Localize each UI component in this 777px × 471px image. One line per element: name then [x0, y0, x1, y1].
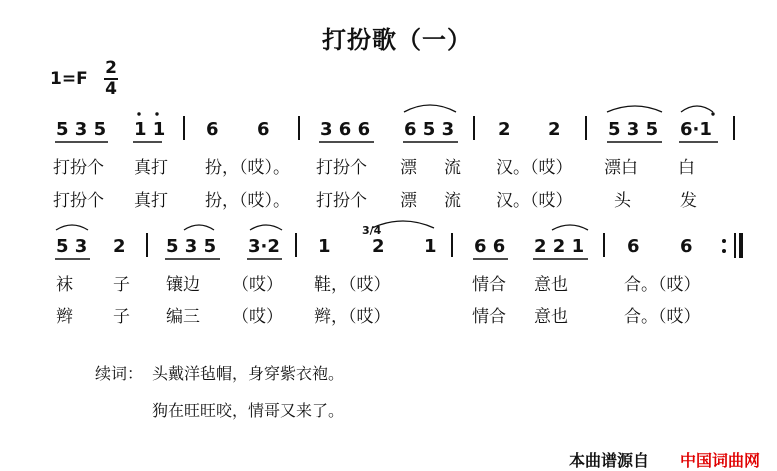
note-group: 6 6: [474, 236, 506, 257]
lyric: 白: [678, 158, 695, 178]
lyric: 漂: [400, 158, 417, 178]
lyric: 编三: [166, 307, 200, 327]
lyric: 扮，（哎）。: [205, 158, 290, 178]
high-octave-dot: [711, 112, 714, 115]
lyric: 情合: [472, 275, 506, 295]
tie: [372, 221, 434, 228]
high-octave-dot: [137, 112, 140, 115]
continuation-line: 头戴洋毡帽，身穿紫衣袍。: [152, 364, 345, 383]
lyric: 袜: [56, 275, 73, 295]
note-group: 5 3 5: [608, 119, 659, 140]
grace-note: 3/4: [362, 224, 382, 237]
lyric: 真打: [134, 158, 168, 178]
lyric: （哎）: [232, 307, 283, 327]
slur: [56, 225, 88, 230]
slur: [250, 225, 282, 230]
slur: [184, 225, 214, 230]
slur: [607, 106, 662, 112]
site-name-link[interactable]: 中国词曲网: [680, 451, 761, 470]
continuation-label: 续词：: [95, 364, 144, 383]
lyric: 鞋，（哎）: [314, 275, 391, 295]
lyric: 流: [444, 158, 461, 178]
note-group: 2 2 1: [534, 236, 585, 257]
lyric: 打扮个: [53, 191, 104, 211]
lyric: 扮，（哎）。: [205, 191, 290, 211]
slur: [404, 105, 456, 112]
lyric: 辫，（哎）: [314, 307, 391, 327]
lyric: 合。（哎）: [624, 275, 701, 295]
lyric: 漂白: [604, 158, 638, 178]
note-group: 5 3: [56, 236, 88, 257]
repeat-dot: [722, 249, 726, 253]
lyric: 意也: [534, 307, 568, 327]
note-group: 2: [548, 119, 561, 140]
lyric: 汉。（哎）: [496, 158, 573, 178]
note-group: 6: [680, 236, 693, 257]
lyric: 镶边: [166, 275, 200, 295]
lyric: 打扮个: [316, 191, 367, 211]
lyric: 流: [444, 191, 461, 211]
lyric: 真打: [134, 191, 168, 211]
lyric: 子: [113, 307, 130, 327]
note-group: 3·2: [248, 236, 280, 257]
continuation-line: 狗在旺旺咬，情哥又来了。: [152, 401, 345, 420]
lyric: 发: [680, 191, 697, 211]
lyric: 意也: [534, 275, 568, 295]
note-group: 5 3 5: [56, 119, 107, 140]
lyric: （哎）: [232, 275, 283, 295]
note-group: 3 6 6: [320, 119, 371, 140]
slur: [552, 225, 588, 230]
high-octave-dot: [155, 112, 158, 115]
lyric: 打扮个: [53, 158, 104, 178]
lyric: 辫: [56, 307, 73, 327]
time-denominator: 4: [105, 79, 117, 99]
lyric: 汉。（哎）: [496, 191, 573, 211]
lyric: 合。（哎）: [624, 307, 701, 327]
note-group: 6: [627, 236, 640, 257]
note-group: 6·1: [680, 119, 712, 140]
song-title: 打扮歌（一）: [322, 26, 472, 54]
time-numerator: 2: [105, 58, 117, 78]
source-label: 本曲谱源自: [569, 451, 650, 470]
note-group: 1: [318, 236, 331, 257]
slur: [681, 106, 713, 112]
key-signature: 1=F: [50, 69, 88, 89]
lyric: 漂: [400, 191, 417, 211]
note-group: 6 5 3: [404, 119, 455, 140]
note-group: 6: [257, 119, 270, 140]
note-group: 5 3 5: [166, 236, 217, 257]
note-group: 2: [372, 236, 385, 257]
lyric: 头: [614, 191, 631, 211]
lyric: 打扮个: [316, 158, 367, 178]
lyric: 情合: [472, 307, 506, 327]
note-group: 1: [424, 236, 437, 257]
note-group: 2: [113, 236, 126, 257]
note-group: 2: [498, 119, 511, 140]
note-group: 6: [206, 119, 219, 140]
note-group: 1 1: [134, 119, 166, 140]
repeat-dot: [722, 239, 726, 243]
lyric: 子: [113, 275, 130, 295]
